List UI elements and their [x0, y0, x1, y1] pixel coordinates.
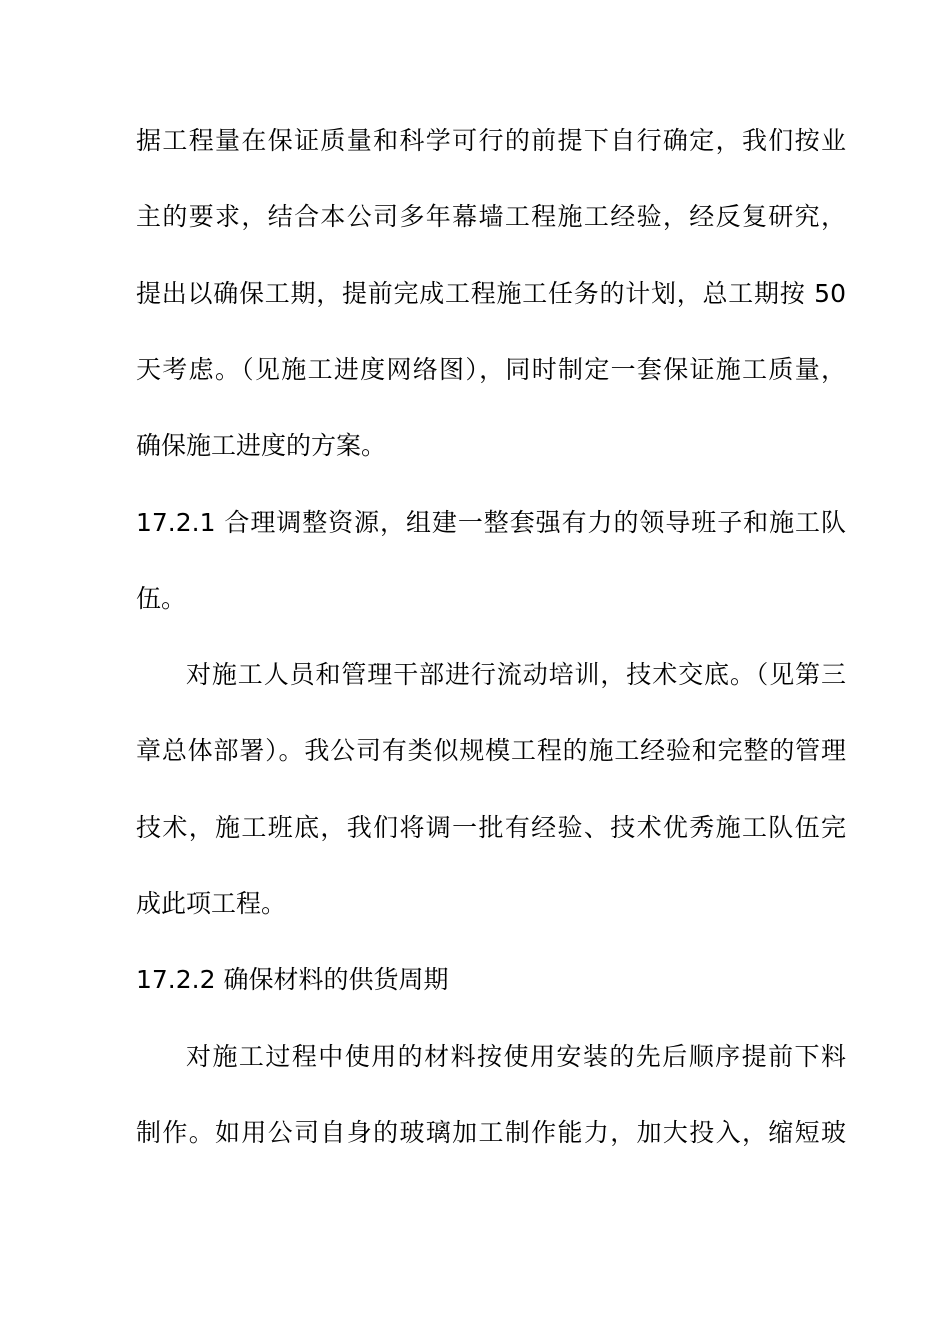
- section-heading-17-2-1: 17.2.1 合理调整资源，组建一整套强有力的领导班子和施工队: [136, 508, 846, 537]
- body-text-line: 提出以确保工期，提前完成工程施工任务的计划，总工期按 50: [136, 279, 846, 308]
- body-text-line: 主的要求，结合本公司多年幕墙工程施工经验，经反复研究，: [136, 202, 846, 231]
- body-text-line: 技术，施工班底，我们将调一批有经验、技术优秀施工队伍完: [136, 813, 846, 842]
- paragraph-first-line: 对施工人员和管理干部进行流动培训，技术交底。（见第三: [186, 660, 846, 689]
- body-text-line: 制作。如用公司自身的玻璃加工制作能力，加大投入，缩短玻: [136, 1118, 846, 1147]
- body-text-line: 天考虑。（见施工进度网络图），同时制定一套保证施工质量，: [136, 355, 846, 384]
- paragraph-first-line: 对施工过程中使用的材料按使用安装的先后顺序提前下料: [186, 1042, 846, 1071]
- section-heading-continuation: 伍。: [136, 584, 187, 613]
- body-text-line: 据工程量在保证质量和科学可行的前提下自行确定，我们按业: [136, 126, 846, 155]
- section-heading-17-2-2: 17.2.2 确保材料的供货周期: [136, 965, 449, 994]
- body-text-line: 确保施工进度的方案。: [136, 431, 387, 460]
- body-text-line: 章总体部署）。我公司有类似规模工程的施工经验和完整的管理: [136, 736, 846, 765]
- body-text-line: 成此项工程。: [136, 889, 287, 918]
